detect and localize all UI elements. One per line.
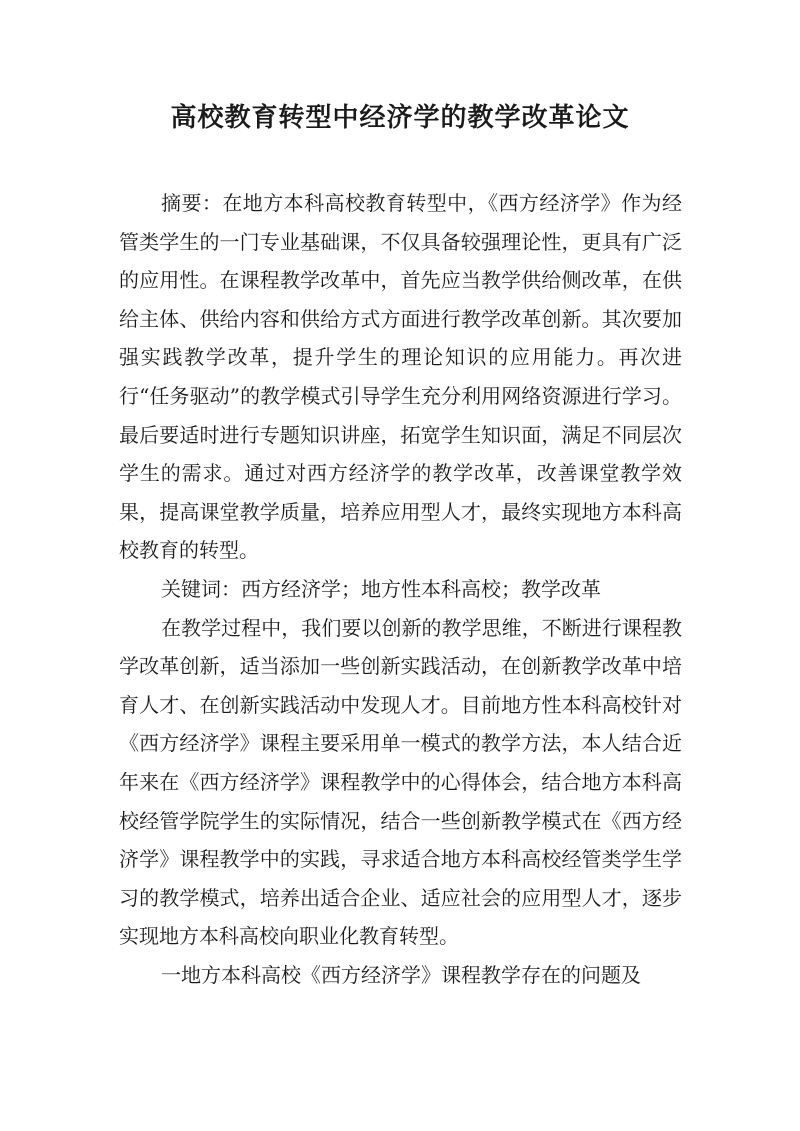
section-heading-paragraph: 一地方本科高校《西方经济学》课程教学存在的问题及	[161, 962, 641, 987]
document-body	[119, 184, 682, 994]
document-title: 高校教育转型中经济学的教学改革论文	[170, 103, 630, 133]
intro-paragraph: 在教学过程中，我们要以创新的教学思维，不断进行课程教学改革创新，适当添加一些创新实践活动，在创新教学改革中培育人才、在创新实践活动中发现人才。目前地方性本科高校针对《西方经济学》课程主要采用单一模式的教学方法，本人结合近年来在《西方经济学》课程教学中的心得体会，结合地方本科高校经管学院学生的实际情况，结合一些创新教学模式在《西方经济学》课程教学中的实践，寻求适合地方本科高校经管类学生学习的教学模式，培养出适合企业、适应社会的应用型人才，逐步实现地方本科高校向职业化教育转型。	[119, 615, 682, 949]
keywords-paragraph: 关键词：西方经济学；地方性本科高校；教学改革	[161, 576, 601, 601]
abstract-paragraph: 摘要：在地方本科高校教育转型中，《西方经济学》作为经管类学生的一门专业基础课，不仅具备较强理论性，更具有广泛的应用性。在课程教学改革中，首先应当教学供给侧改革，在供给主体、供给内容和供给方式方面进行教学改革创新。其次要加强实践教学改革，提升学生的理论知识的应用能力。再次进行“任务驱动”的教学模式引导学生充分利用网络资源进行学习。最后要适时进行专题知识讲座，拓宽学生知识面，满足不同层次学生的需求。通过对西方经济学的教学改革，改善课堂教学效果，提高课堂教学质量，培养应用型人才，最终实现地方本科高校教育的转型。	[119, 191, 682, 563]
